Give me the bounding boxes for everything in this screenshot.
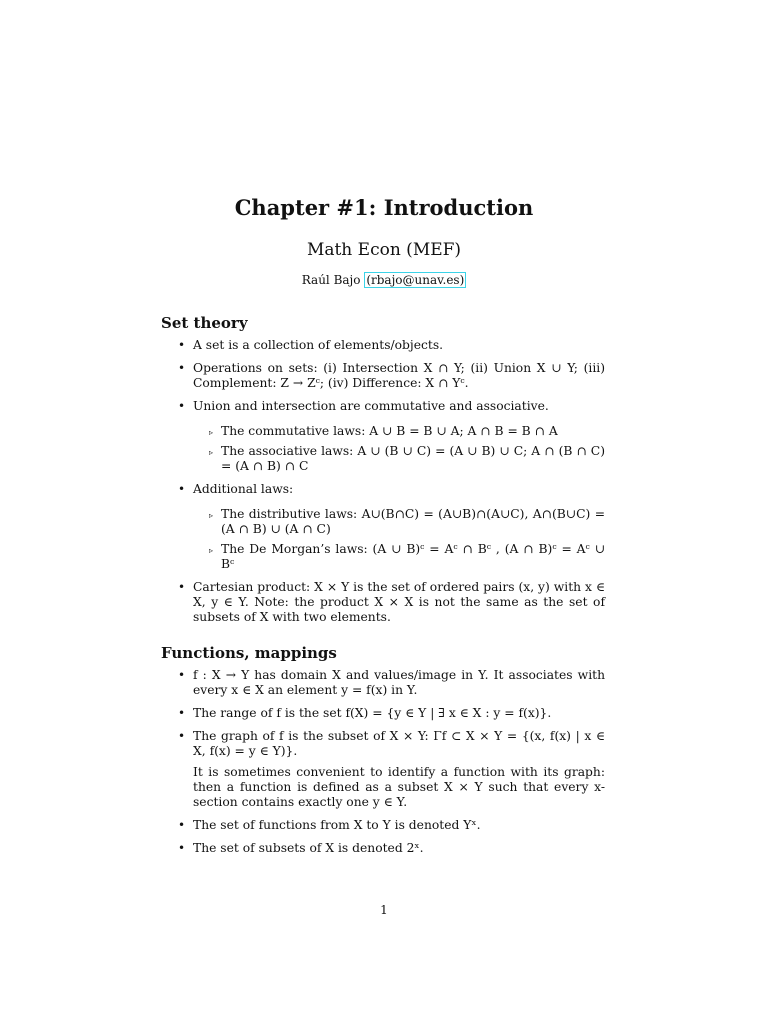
bullet-icon: • [178, 818, 186, 832]
list-item-text: The range of f is the set f(X) = {y ∈ Y | ∃ x ∈ X : y = f(x)}. [193, 706, 552, 720]
bullet-icon: • [178, 482, 186, 496]
bullet-icon: • [178, 580, 186, 594]
list-item-text: A set is a collection of elements/objects. [193, 338, 444, 352]
sub-list-item-text: The De Morgan’s laws: (A ∪ B)ᶜ = Aᶜ ∩ Bᶜ , (A ∩ B)ᶜ = Aᶜ ∪ Bᶜ [221, 542, 605, 571]
sub-list-item-text: The associative laws: A ∪ (B ∪ C) = (A ∪ B) ∪ C; A ∩ (B ∩ C) = (A ∩ B) ∩ C [221, 444, 605, 473]
bullet-icon: • [178, 841, 186, 855]
author-line [0, 273, 768, 287]
list-item-text: Additional laws: [193, 482, 294, 496]
triangle-bullet-icon: ▹ [209, 546, 214, 555]
list-item-text: The graph of f is the subset of X × Y: Γf ⊂ X × Y = {(x, f(x) | x ∈ X, f(x) = y ∈ Y)}. [193, 729, 605, 758]
section-title-set-theory: Set theory [161, 314, 248, 332]
email-open-paren: ( [366, 273, 372, 287]
list-item-text: The set of subsets of X is denoted 2ˣ. [193, 841, 424, 855]
sub-list-item [193, 542, 605, 572]
list-item [161, 668, 605, 698]
email-close-paren: ) [459, 273, 465, 287]
section-title-functions: Functions, mappings [161, 644, 337, 662]
list-item [161, 841, 605, 856]
list-item [161, 338, 605, 353]
sub-list-item [193, 444, 605, 474]
document-title: Chapter #1: Introduction [234, 195, 534, 220]
sub-list-item [193, 507, 605, 537]
bullet-icon: • [178, 361, 186, 375]
functions-list [161, 668, 605, 856]
page-number: 1 [380, 903, 388, 917]
bullet-icon: • [178, 668, 186, 682]
author-name: Raúl Bajo [301, 273, 361, 287]
list-item-text: The set of functions from X to Y is denoted Yˣ. [193, 818, 481, 832]
author-email-link[interactable] [364, 272, 466, 288]
bullet-icon: • [178, 729, 186, 743]
bullet-icon: • [178, 338, 186, 352]
list-item [161, 399, 605, 474]
list-item [161, 482, 605, 572]
triangle-bullet-icon: ▹ [209, 511, 214, 520]
document-body [161, 316, 605, 864]
triangle-bullet-icon: ▹ [209, 428, 214, 437]
bullet-icon: • [178, 706, 186, 720]
list-item-text: f : X → Y has domain X and values/image in Y. It associates with every x ∈ X an element y = f(x) in Y. [193, 668, 605, 697]
sub-list [193, 424, 605, 474]
list-item [161, 729, 605, 810]
document-subtitle: Math Econ (MEF) [306, 240, 462, 260]
triangle-bullet-icon: ▹ [209, 448, 214, 457]
sub-list-item-text: The distributive laws: A∪(B∩C) = (A∪B)∩(A∪C), A∩(B∪C) = (A ∩ B) ∪ (A ∩ C) [221, 507, 605, 536]
sub-list-item-text: The commutative laws: A ∪ B = B ∪ A; A ∩ B = B ∩ A [221, 424, 558, 438]
list-item-paragraph: It is sometimes convenient to identify a function with its graph: then a function is defined as a subset X × Y such that every x-section contains exactly one y ∈ Y. [193, 765, 605, 809]
list-item [161, 818, 605, 833]
sub-list-item [193, 424, 605, 439]
email-address: rbajo@unav.es [371, 273, 460, 287]
list-item-text: Operations on sets: (i) Intersection X ∩ Y; (ii) Union X ∪ Y; (iii) Complement: Z → Zᶜ; (iv) Difference: X ∩ Yᶜ. [193, 361, 605, 390]
bullet-icon: • [178, 399, 186, 413]
list-item-text: Union and intersection are commutative and associative. [193, 399, 549, 413]
list-item-text: Cartesian product: X × Y is the set of ordered pairs (x, y) with x ∈ X, y ∈ Y. Note: the product X × X is not the same as the set of subsets of X with two elements. [193, 580, 605, 624]
sub-list [193, 507, 605, 572]
list-item [161, 361, 605, 391]
list-item [161, 580, 605, 625]
set-theory-list [161, 338, 605, 625]
list-item [161, 706, 605, 721]
